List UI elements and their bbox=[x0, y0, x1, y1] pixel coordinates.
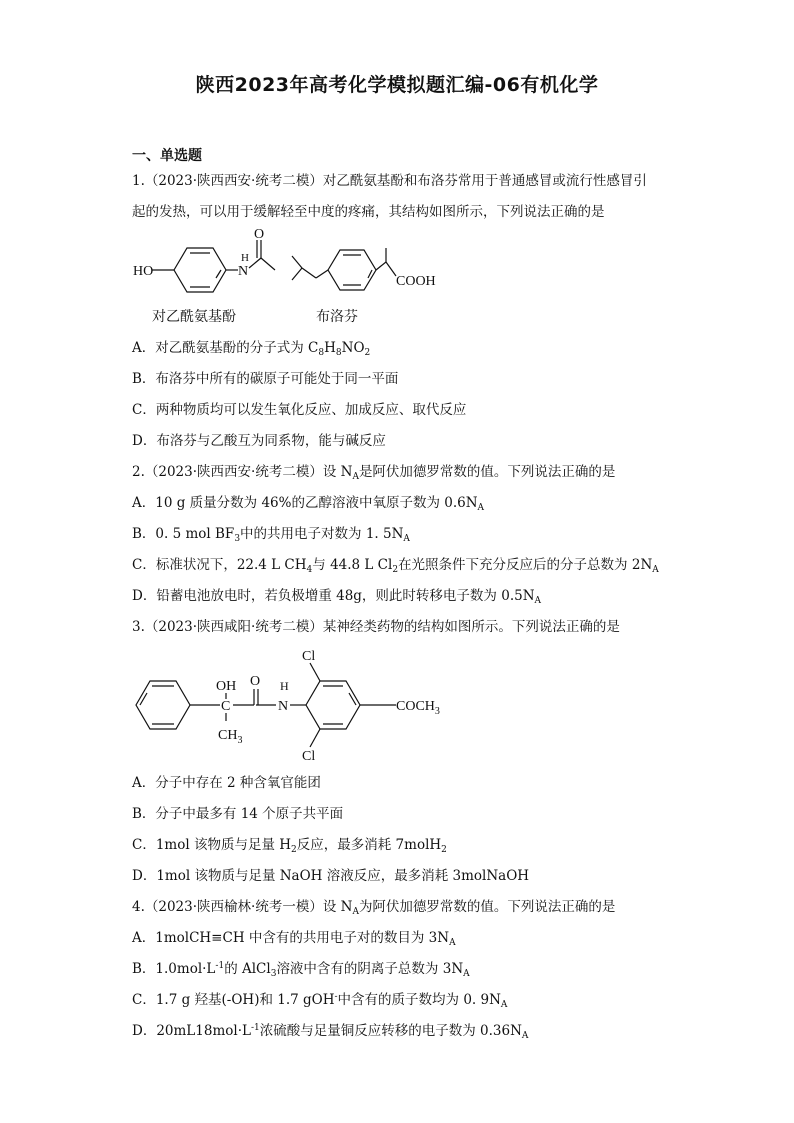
q2-option-d: D．铅蓄电池放电时，若负极增重 48g，则此时转移电子数为 $0.5N_A$ bbox=[132, 588, 542, 606]
q4-option-c: C．1.7 g 羟基(-OH)和 1.7 gOH-中含有的质子数均为 0. $9N_A$ bbox=[132, 992, 508, 1010]
q3-option-b: B．分子中最多有 14 个原子共平面 bbox=[132, 806, 344, 822]
atom-c: C bbox=[221, 699, 231, 714]
q2-option-c: C．标准状况下，22.4 L $CH_4$与 44.8 L $Cl_2$在光照条件下充分反应后的分子总数为 $2N_A$ bbox=[132, 557, 659, 575]
q2-option-b: B．0. 5 mol $BF_3$中的共用电子对数为 1. $5N_A$ bbox=[132, 526, 410, 544]
atom-cl-top: Cl bbox=[302, 649, 316, 664]
q1-option-c: C．两种物质均可以发生氧化反应、加成反应、取代反应 bbox=[132, 402, 467, 418]
q1-stem-line1: 1.（2023·陕西西安·统考二模）对乙酰氨基酚和布洛芬常用于普通感冒或流行性感冒引 bbox=[132, 173, 647, 189]
q1-option-b: B．布洛芬中所有的碳原子可能处于同一平面 bbox=[132, 371, 399, 387]
label-acetaminophen: 对乙酰氨基酚 bbox=[152, 309, 236, 325]
atom-o: O bbox=[250, 674, 261, 689]
group-ch3: $CH_3$ bbox=[218, 728, 243, 746]
atom-h: H bbox=[241, 252, 249, 264]
q3-option-c: C．1mol 该物质与足量 $H_2$反应，最多消耗 7molH$_2$ bbox=[132, 837, 447, 855]
q3-stem: 3.（2023·陕西咸阳·统考二模）某神经类药物的结构如图所示。下列说法正确的是 bbox=[132, 619, 620, 635]
acetaminophen-structure bbox=[130, 228, 290, 298]
q1-stem-line2: 起的发热，可以用于缓解轻至中度的疼痛，其结构如图所示，下列说法正确的是 bbox=[132, 204, 605, 220]
atom-cl-bottom: Cl bbox=[302, 749, 316, 764]
q4-stem: 4.（2023·陕西榆林·统考一模）设 $N_A$为阿伏加德罗常数的值。下列说法正确的是 bbox=[132, 899, 616, 917]
group-coch3: $COCH_3$ bbox=[396, 699, 440, 717]
q2-stem: 2.（2023·陕西西安·统考二模）设 $N_A$是阿伏加德罗常数的值。下列说法正确的是 bbox=[132, 464, 616, 482]
q3-option-d: D．1mol 该物质与足量 NaOH 溶液反应，最多消耗 3molNaOH bbox=[132, 868, 530, 884]
q4-option-a: A．1molCH≡CH 中含有的共用电子对的数目为 $3N_A$ bbox=[132, 930, 456, 948]
page-title: 陕西2023年高考化学模拟题汇编-06有机化学 bbox=[195, 74, 599, 96]
q4-option-b: B．$1.0mol\cdot L^{-1}$的 AlCl$_3$溶液中含有的阴离子总数为 $3N_A$ bbox=[132, 961, 470, 979]
label-ibuprofen: 布洛芬 bbox=[316, 309, 358, 325]
atom-h: H bbox=[280, 679, 289, 693]
group-oh: OH bbox=[216, 679, 237, 694]
q4-option-d: D．$20mL18mol\cdot L^{-1}$浓硫酸与足量铜反应转移的电子数为 $0.36N_A$ bbox=[132, 1023, 529, 1041]
atom-n: N bbox=[238, 264, 249, 279]
ibuprofen-structure bbox=[288, 240, 438, 300]
q1-option-a: A．对乙酰氨基酚的分子式为 $C_8H_8NO_2$ bbox=[132, 340, 371, 358]
atom-ho: HO bbox=[133, 264, 154, 279]
atom-n: N bbox=[278, 699, 289, 714]
atom-o: O bbox=[254, 227, 265, 242]
group-cooh: COOH bbox=[396, 274, 436, 289]
q3-option-a: A．分子中存在 2 种含氧官能团 bbox=[132, 775, 321, 791]
section-heading: 一、单选题 bbox=[132, 148, 202, 164]
q2-option-a: A．10 g 质量分数为 46%的乙醇溶液中氧原子数为 $0.6N_A$ bbox=[132, 495, 485, 513]
drug-structure bbox=[130, 645, 460, 763]
q1-option-d: D．布洛芬与乙酸互为同系物，能与碱反应 bbox=[132, 433, 386, 449]
